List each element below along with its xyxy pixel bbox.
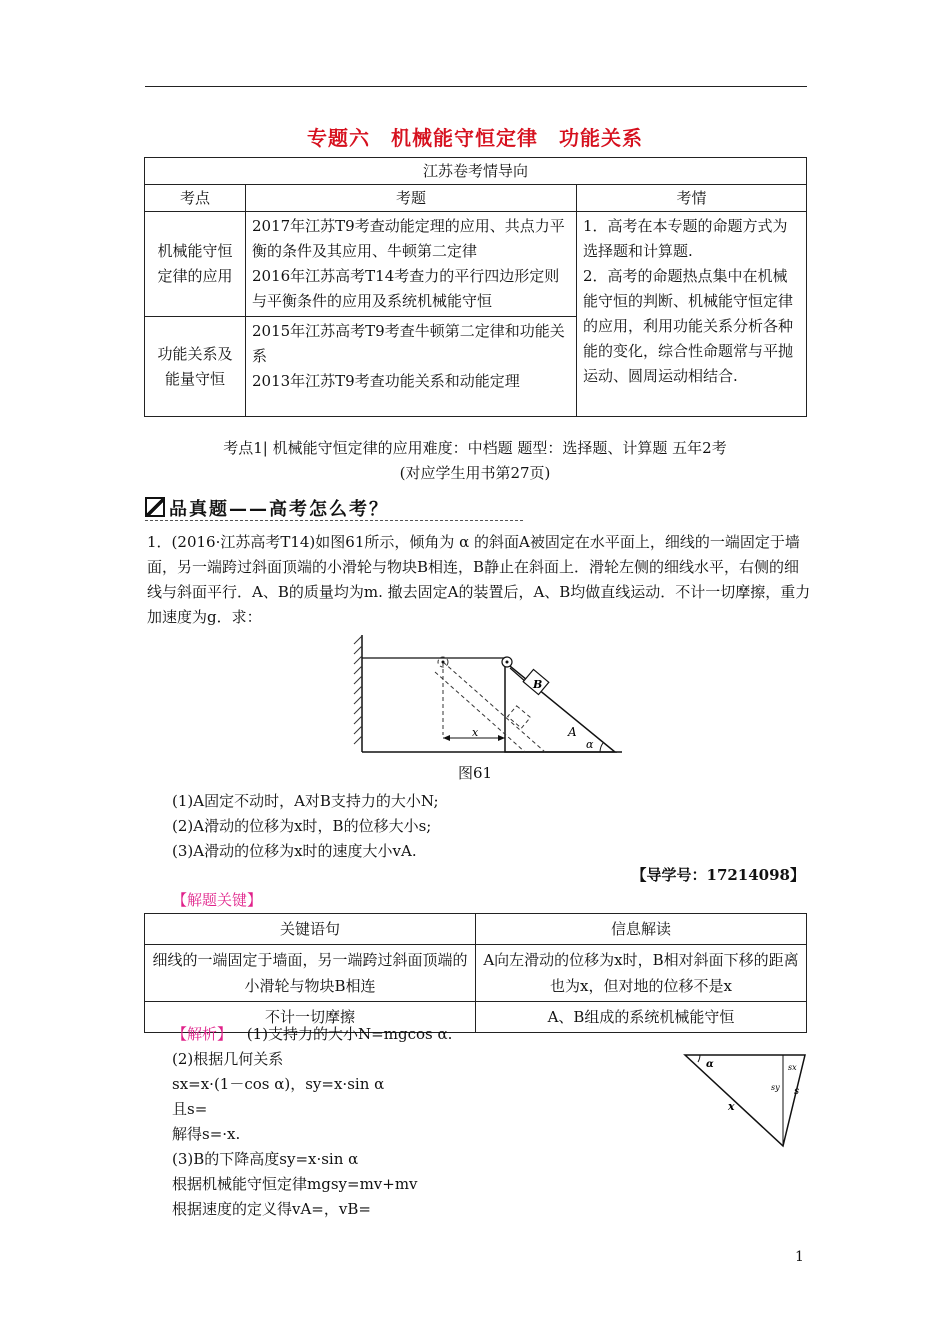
table-caption: 江苏卷考情导向 [145, 158, 807, 185]
page-title: 专题六 机械能守恒定律 功能关系 [307, 126, 643, 150]
question-line: 2013年江苏T9考查功能关系和动能定理 [252, 372, 520, 390]
label-A: A [568, 725, 577, 739]
col-header: 考情 [577, 185, 807, 212]
label-alpha: α [586, 738, 594, 751]
table-cell: 功能关系及能量守恒 [145, 317, 246, 417]
solution-line-7: 根据机械能守恒定律mgsy=mv+mv [172, 1175, 418, 1193]
svg-text:s: s [794, 1086, 800, 1097]
problem-text: 1．(2016·江苏高考T14)如图61所示，倾角为 α 的斜面A被固定在水平面上，细线的一端固定于墙面，另一端跨过斜面顶端的小滑轮与物块B相连，B静止在斜面上．滑轮左侧的细线水平，右侧的细线与斜面平行．A、B的质量均为m. 撤去固定A的装置后，A、B均做直线运动．不计一切摩擦，重力加速度为g．求： [147, 533, 811, 626]
incline-A [505, 662, 615, 752]
key-info-table [144, 913, 807, 1033]
guide-number: 【导学号：17214098】 [631, 866, 805, 884]
kaodian-line: 考点1| 机械能守恒定律的应用难度：中档题 题型：选择题、计算题 五年2考 [223, 439, 727, 457]
banner-text: 品真题——高考怎么考？ [169, 499, 389, 520]
question-line: 2017年江苏T9考查动能定理的应用、共点力平衡的条件及其应用、牛顿第二定律 [252, 217, 565, 260]
svg-text:α: α [706, 1059, 714, 1070]
table-cell: A、B组成的系统机械能守恒 [476, 1002, 807, 1033]
label-B: B [533, 678, 543, 691]
question-2: (2)A滑动的位移为x时，B的位移大小s; [172, 817, 432, 835]
situation-line: 1．高考在本专题的命题方式为选择题和计算题. [583, 217, 788, 260]
question-line: 2015年江苏高考T9考查牛顿第二定律和功能关系 [252, 322, 565, 365]
displacement-triangle [680, 1050, 810, 1150]
table-cell: 细线的一端固定于墙面，另一端跨过斜面顶端的小滑轮与物块B相连 [145, 945, 476, 1002]
col-header: 考题 [246, 185, 577, 212]
solution-label: 【解析】 [172, 1025, 233, 1043]
solution-line-2: (2)根据几何关系 [172, 1050, 284, 1068]
table-cell: A向左滑动的位移为x时，B相对斜面下移的距离也为x，但对地的位移不是x [476, 945, 807, 1002]
figure-caption: 图61 [457, 764, 493, 782]
solution-line-3: sx=x·(1－cos α)，sy=x·sin α [172, 1075, 385, 1093]
kaodian-ref: (对应学生用书第27页) [399, 464, 551, 482]
page-number: 1 [795, 1249, 804, 1265]
solution-line-1: 【解析】 (1)支持力的大小N=mgcos α. [172, 1025, 453, 1043]
question-1: (1)A固定不动时，A对B支持力的大小N; [172, 792, 439, 810]
pen-icon [145, 497, 165, 517]
question-3: (3)A滑动的位移为x时的速度大小vA. [172, 842, 417, 860]
table-cell: 机械能守恒定律的应用 [145, 212, 246, 317]
svg-text:sy: sy [771, 1083, 780, 1092]
exam-analysis-table [144, 157, 807, 417]
svg-text:x: x [472, 726, 479, 739]
banner-divider [145, 520, 523, 521]
wall [354, 635, 362, 752]
solution-line-8: 根据速度的定义得vA=，vB= [172, 1200, 371, 1218]
svg-text:x: x [728, 1100, 735, 1113]
svg-text:sx: sx [788, 1063, 797, 1072]
situation-line: 2．高考的命题热点集中在机械能守恒的判断、机械能守恒定律的应用，利用功能关系分析各种能的变化，综合性命题常与平抛运动、圆周运动相结合. [583, 267, 794, 385]
table-cell: 不计一切摩擦 [145, 1002, 476, 1033]
col-header: 关键语句 [145, 914, 476, 945]
section-banner [145, 495, 389, 521]
incline-figure [350, 630, 630, 760]
solution-line-5: 解得s=·x. [172, 1125, 241, 1143]
col-header: 信息解读 [476, 914, 807, 945]
table-cell [246, 212, 577, 317]
solution-line-4: 且s= [172, 1100, 208, 1118]
col-header: 考点 [145, 185, 246, 212]
x-dimension [443, 726, 505, 741]
question-line: 2016年江苏高考T14考查力的平行四边形定则与平衡条件的应用及系统机械能守恒 [252, 267, 560, 310]
situation-cell [577, 212, 807, 417]
solution-line-6: (3)B的下降高度sy=x·sin α [172, 1150, 359, 1168]
top-rule [145, 86, 807, 87]
table-cell [246, 317, 577, 417]
key-label: 【解题关键】 [172, 891, 263, 909]
